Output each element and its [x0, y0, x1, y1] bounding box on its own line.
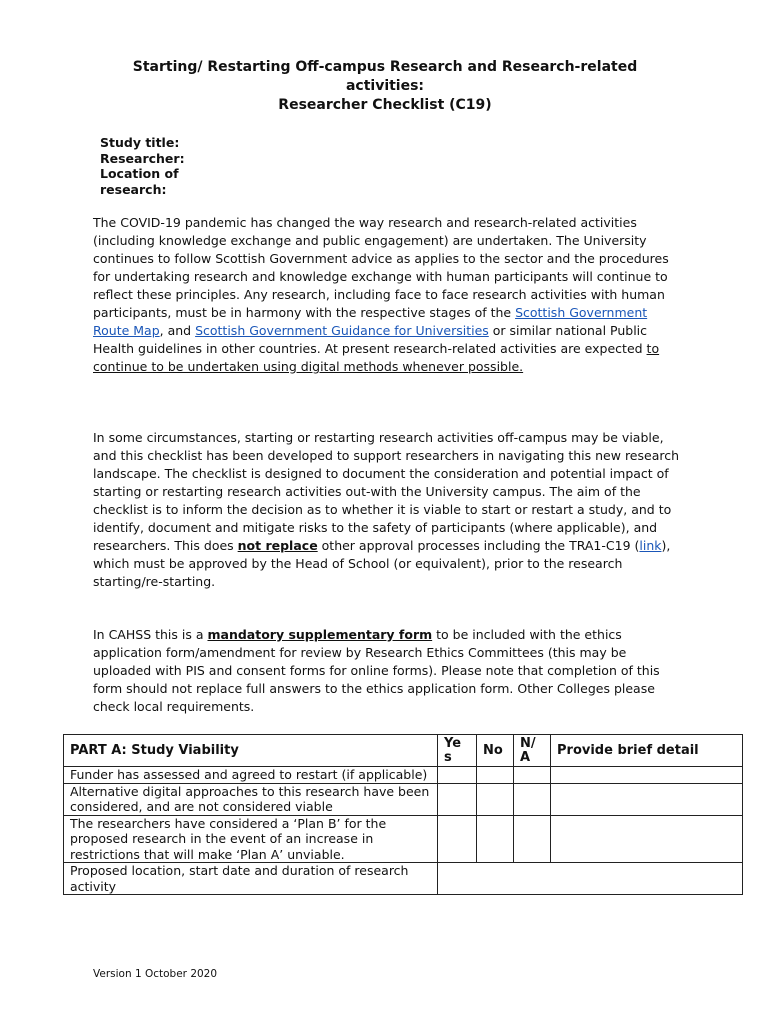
no-header: No — [477, 735, 514, 767]
document-title — [90, 58, 680, 115]
table-header-row — [64, 735, 743, 767]
yes-header-line-2: s — [444, 749, 452, 765]
title-line-2: activities: — [345, 78, 425, 94]
tra1-link[interactable]: link — [639, 538, 662, 553]
circumstances-text-c: ), which must be approved by the Head of School (or equivalent), prior to the research starting/re-starting. — [93, 538, 671, 589]
detail-cell[interactable] — [551, 767, 743, 784]
cahss-text-b: to be included with the ethics application form/amendment for review by Research Ethics Committees (this may be uploaded with PIS and consent forms for online forms). Please note that completion of this form should not replace full answers to the ethics application form. Other Colleges please check local requirements. — [93, 627, 660, 714]
intro-text-a: The COVID-19 pandemic has changed the way research and research-related activities (including knowledge exchange and public engagement) are undertaken. The University continues to follow Scottish Government advice as applies to the sector and the procedures for undertaking research and knowledge exchange with human participants will continue to reflect these principles. Any research, including face to face research activities with human participants, must be in harmony with the respective stages of the — [93, 215, 669, 320]
circumstances-paragraph — [93, 429, 683, 591]
study-viability-table — [63, 734, 743, 895]
cahss-paragraph — [93, 626, 683, 716]
detail-cell[interactable] — [438, 863, 743, 895]
title-line-3: Researcher Checklist (C19) — [278, 97, 492, 113]
yes-header-line-1: Ye — [444, 735, 462, 751]
intro-text-c: or similar national Public Health guidelines in other countries. At present research-related activities are expected — [93, 323, 648, 356]
na-cell[interactable] — [514, 767, 551, 784]
detail-header: Provide brief detail — [551, 735, 743, 767]
row-label: The researchers have considered a ‘Plan B’ for the proposed research in the event of an increase in restrictions that will make ‘Plan A’ unviable. — [64, 815, 438, 863]
row-label: Proposed location, start date and duration of research activity — [64, 863, 438, 895]
cahss-text-a: In CAHSS this is a — [93, 627, 208, 642]
no-cell[interactable] — [477, 767, 514, 784]
na-header-line-1: N/ — [520, 735, 536, 751]
no-cell[interactable] — [477, 783, 514, 815]
table-row — [64, 815, 743, 863]
location-label-line-1: Location of — [100, 166, 179, 181]
row-label: Funder has assessed and agreed to restart (if applicable) — [64, 767, 438, 784]
intro-paragraph — [93, 214, 683, 376]
part-a-header: PART A: Study Viability — [64, 735, 438, 767]
table-row — [64, 767, 743, 784]
mandatory-emphasis: mandatory supplementary form — [207, 627, 433, 642]
study-title-label: Study title: — [100, 135, 180, 150]
na-cell[interactable] — [514, 815, 551, 863]
table-row — [64, 783, 743, 815]
no-cell[interactable] — [477, 815, 514, 863]
row-label: Alternative digital approaches to this research have been considered, and are not considered viable — [64, 783, 438, 815]
yes-cell[interactable] — [438, 767, 477, 784]
location-label-line-2: research: — [100, 181, 167, 197]
title-line-1: Starting/ Restarting Off-campus Research and Research-related — [132, 59, 638, 75]
not-replace-emphasis: not replace — [237, 538, 318, 553]
intro-text-b: , and — [159, 323, 196, 338]
na-cell[interactable] — [514, 783, 551, 815]
yes-header — [438, 735, 477, 767]
yes-cell[interactable] — [438, 815, 477, 863]
researcher-label: Researcher: — [100, 150, 185, 166]
version-footer: Version 1 October 2020 — [93, 968, 218, 980]
table-row — [64, 863, 743, 895]
guidance-link[interactable]: Scottish Government Guidance for Universities — [195, 323, 489, 338]
digital-methods-emphasis: to continue to be undertaken using digital methods whenever possible. — [93, 341, 660, 374]
yes-cell[interactable] — [438, 783, 477, 815]
na-header-line-2: A — [520, 749, 531, 765]
circumstances-text-b: other approval processes including the TRA1-C19 ( — [317, 538, 640, 553]
na-header — [514, 735, 551, 767]
route-map-link[interactable]: Scottish Government Route Map — [93, 305, 648, 338]
detail-cell[interactable] — [551, 783, 743, 815]
circumstances-text-a: In some circumstances, starting or restarting research activities off-campus may be viable, and this checklist has been developed to support researchers in navigating this new research landscape. The checklist is designed to document the consideration and potential impact of starting or restarting research activities out-with the University campus. The aim of the checklist is to inform the decision as to whether it is viable to start or restart a study, and to identify, document and mitigate risks to the safety of participants (where applicable), and researchers. This does — [93, 430, 680, 553]
study-meta — [100, 135, 280, 197]
detail-cell[interactable] — [551, 815, 743, 863]
